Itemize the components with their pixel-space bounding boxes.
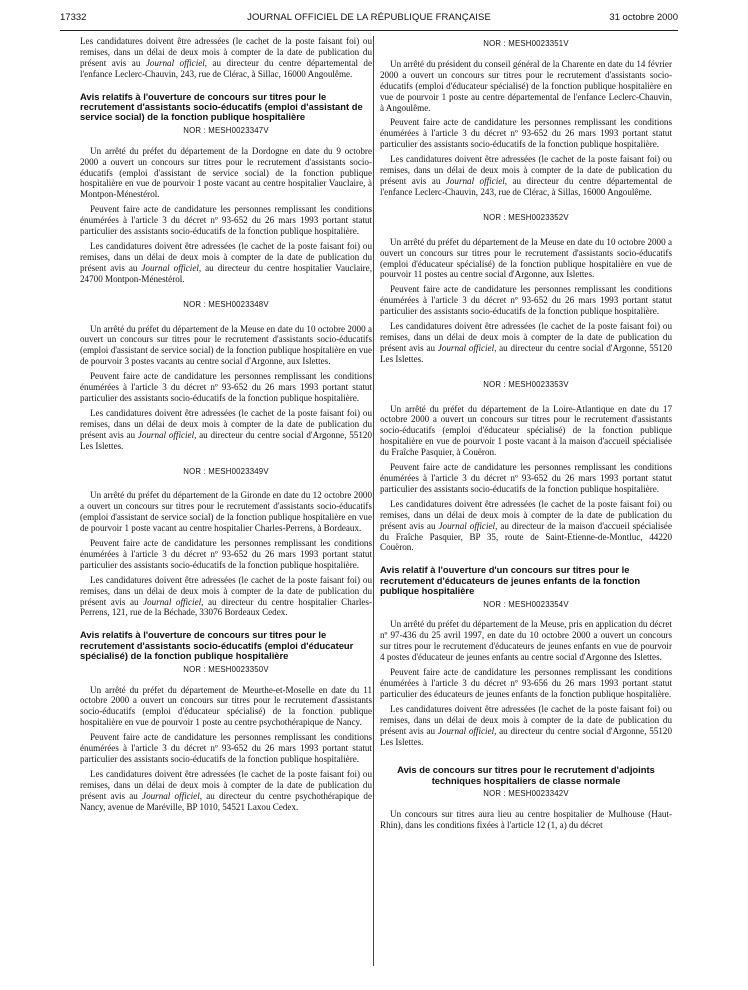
paragraph: Les candidatures doivent être adressées (le cachet de la poste faisant foi) ou remises, dans un délai de deux mois à compter de la date de publication du présent avis au Journal officiel, au directeur du centre départemental de l'enfance Leclerc-Chauvin, 243, rue de Clérac, à Sillac, 16000 Angoulême. (80, 36, 372, 79)
paragraph: Un arrêté du préfet du département de la Meuse en date du 10 octobre 2000 a ouvert un concours sur titres pour le recrutement d'assistants socio-éducatifs (emploi d'assistant de service social) de la fonction publique hospitalière en vue de pourvoir 3 postes vacants au centre social d'Argonne, aux Islettes. (80, 323, 372, 367)
column-separator (373, 36, 374, 966)
paragraph: Un arrêté du préfet du département de Meurthe-et-Moselle en date du 11 octobre 2000 a ouvert un concours sur titres pour le recrutement d'assistants socio-éducatifs (emploi d'éducateur spécialisé) de la fonction publique hospitalière en vue de pourvoir 1 poste au centre psychothérapique de Nancy. (80, 684, 372, 728)
journal-officiel-italic: Journal officiel (145, 57, 205, 68)
paragraph: Peuvent faire acte de candidature les personnes remplissant les conditions énumérées à l'article 3 du décret nº 93-652 du 26 mars 1993 portant statut particulier des assistants socio-éducatifs de la fonction publique hospitalière. (380, 462, 672, 494)
page-header (60, 12, 678, 28)
paragraph: Peuvent faire acte de candidature les personnes remplissant les conditions énumérées à l'article 3 du décret nº 93-652 du 26 mars 1993 portant statut particulier des assistants socio-éducatifs de la fonction publique hospitalière. (80, 732, 372, 764)
paragraph: Peuvent faire acte de candidature les personnes remplissant les conditions énumérées à l'article 3 du décret nº 93-652 du 26 mars 1993 portant statut particulier des assistants socio-éducatifs de la fonction publique hospitalière. (80, 204, 372, 237)
paragraph: Peuvent faire acte de candidature les personnes remplissant les conditions énumérées à l'article 3 du décret nº 93-656 du 26 mars 1993 portant statut particulier des éducateurs de jeunes enfants de la fonction publique hospitalière. (380, 667, 672, 699)
nor-reference: NOR : MESH0023349V (183, 466, 269, 476)
journal-officiel-italic: Journal officiel (143, 596, 202, 607)
issue-date: 31 octobre 2000 (609, 12, 678, 23)
paragraph: Un arrêté du préfet du département de la Loire-Atlantique en date du 17 octobre 2000 a ouvert un concours sur titres pour le recrutement d'assistants socio-éducatifs (emploi d'éducateur spécialisé) de la fonction publique hospitalière en vue de pourvoir 1 poste vacant à la maison d'accueil spécialisée du Fraîche Pasquier, à Couëron. (380, 403, 672, 458)
journal-officiel-italic: Journal officiel (142, 790, 200, 801)
paragraph: Un arrêté du président du conseil général de la Charente en date du 14 février 2000 a ouvert un concours sur titres pour le recrutement d'assistants socio-éducatifs (emploi d'éducateur spécialisé) de la fonction publique hospitalière en vue de pourvoir 1 poste au centre départemental de l'enfance Leclerc-Chauvin, à Angoulême. (380, 58, 672, 113)
right-column (380, 36, 672, 835)
paragraph: Les candidatures doivent être adressées (le cachet de la poste faisant foi) ou remises, dans un délai de deux mois à compter de la date de publication du présent avis au Journal officiel, au directeur de la maison d'accueil spécialisée du Fraîche Pasquier, BP 35, route de Saint-Etienne-de-Montluc, 44220 Couëron. (380, 498, 672, 553)
paragraph: Les candidatures doivent être adressées (le cachet de la poste faisant foi) ou remises, dans un délai de deux mois à compter de la date de publication du présent avis au Journal officiel, au directeur du centre hospitalier Charles-Perrens, 121, rue de la Béchade, 33076 Bordeaux Cedex. (80, 574, 372, 618)
nor-reference: NOR : MESH0023342V (483, 789, 569, 799)
left-column (80, 36, 372, 816)
page-number: 17332 (60, 12, 87, 23)
nor-reference: NOR : MESH0023350V (183, 664, 269, 674)
paragraph: Les candidatures doivent être adressées (le cachet de la poste faisant foi) ou remises, dans un délai de deux mois à compter de la date de publication du présent avis au Journal officiel, au directeur du centre social d'Argonne, 55120 Les Islettes. (80, 407, 372, 451)
journal-officiel-italic: Journal officiel (437, 725, 495, 736)
paragraph: Un arrêté du préfet du département de la Meuse en date du 10 octobre 2000 a ouvert un concours sur titres pour le recrutement d'assistants socio-éducatifs (emploi d'éducateur spécialisé) de la fonction publique hospitalière en vue de pourvoir 11 postes au centre social d'Argonne, aux Islettes. (380, 236, 672, 280)
journal-officiel-italic: Journal officiel (438, 520, 496, 531)
nor-reference: NOR : MESH0023351V (483, 39, 569, 48)
paragraph: Un concours sur titres aura lieu au centre hospitalier de Mulhouse (Haut-Rhin), dans les conditions fixées à l'article 12 (1, a) du décret (380, 809, 672, 831)
section-heading: Avis relatifs à l'ouverture de concours sur titres pour le recrutement d'assistants socio-éducatifs (emploi d'assistant de service social) de la fonction publique hospitalière (80, 90, 363, 123)
nor-reference: NOR : MESH0023352V (483, 212, 569, 222)
paragraph: Les candidatures doivent être adressées (le cachet de la poste faisant foi) ou remises, dans un délai de deux mois à compter de la date de publication du présent avis au Journal officiel, au directeur du centre départemental de l'enfance Leclerc-Chauvin, 243, rue de Clérac, à Sillas, 16000 Angoulême. (380, 154, 672, 197)
paragraph: Peuvent faire acte de candidature les personnes remplissant les conditions énumérées à l'article 3 du décret nº 93-652 du 26 mars 1993 portant statut particulier des assistants socio-éducatifs de la fonction publique hospitalière. (380, 284, 672, 317)
section-heading: Avis de concours sur titres pour le recrutement d'adjoints techniques hospitaliers de classe normale (397, 764, 655, 786)
journal-officiel-italic: Journal officiel (437, 342, 495, 353)
paragraph: Un arrêté du préfet du département de la Gironde en date du 12 octobre 2000 a ouvert un concours sur titres pour le recrutement d'assistants socio-éducatifs (emploi d'assistant de service social) de la fonction publique hospitalière en vue de pourvoir 1 poste vacant au centre hospitalier Charles-Perrens, à Bordeaux. (80, 490, 372, 534)
section-heading: Avis relatifs à l'ouverture de concours sur titres pour le recrutement d'assistants socio-éducatifs (emploi d'éducateur spécialisé) de la fonction publique hospitalière (80, 629, 354, 662)
nor-reference: NOR : MESH0023353V (483, 379, 569, 389)
journal-officiel-italic: Journal officiel (137, 429, 195, 440)
journal-officiel-italic: Journal officiel (445, 175, 505, 186)
paragraph: Peuvent faire acte de candidature les personnes remplissant les conditions énumérées à l'article 3 du décret nº 93-652 du 26 mars 1993 portant statut particulier des assistants socio-éducatifs de la fonction publique hospitalière. (80, 538, 372, 570)
header-rule (60, 30, 678, 31)
nor-reference: NOR : MESH0023354V (483, 599, 569, 609)
section-heading: Avis relatif à l'ouverture d'un concours sur titres pour le recrutement d'éducateurs de jeunes enfants de la fonction publique hospitalière (380, 564, 641, 597)
paragraph: Un arrêté du préfet du département de la Meuse, pris en application du décret nº 97-436 du 25 avril 1997, en date du 10 octobre 2000 a ouvert un concours sur titres pour le recrutement d'éducateurs de jeunes enfants en vue de pourvoir 4 postes d'éducateur de jeunes enfants au centre social d'Argonne des Islettes. (380, 619, 672, 663)
paragraph: Les candidatures doivent être adressées (le cachet de la poste faisant foi) ou remises, dans un délai de deux mois à compter de la date de publication du présent avis au Journal officiel, au directeur du centre psychothérapique de Nancy, avenue de Maréville, BP 1010, 54521 Laxou Cedex. (80, 768, 372, 812)
journal-title: JOURNAL OFFICIEL DE LA RÉPUBLIQUE FRANÇAISE (247, 12, 491, 23)
nor-reference: NOR : MESH0023347V (183, 125, 269, 135)
paragraph: Les candidatures doivent être adressées (le cachet de la poste faisant foi) ou remises, dans un délai de deux mois à compter de la date de publication du présent avis au Journal officiel, au directeur du centre hospitalier Vauclaire, 24700 Montpon-Ménestérol. (80, 241, 372, 284)
paragraph: Peuvent faire acte de candidature les personnes remplissant les conditions énumérées à l'article 3 du décret nº 93-652 du 26 mars 1993 portant statut particulier des assistants socio-éducatifs de la fonction publique hospitalière. (80, 371, 372, 403)
paragraph: Les candidatures doivent être adressées (le cachet de la poste faisant foi) ou remises, dans un délai de deux mois à compter de la date de publication du présent avis au Journal officiel, au directeur du centre social d'Argonne, 55120 Les Islettes. (380, 321, 672, 364)
journal-officiel-italic: Journal officiel (141, 262, 199, 273)
paragraph: Les candidatures doivent être adressées (le cachet de la poste faisant foi) ou remises, dans un délai de deux mois à compter de la date de publication du présent avis au Journal officiel, au directeur du centre social d'Argonne, 55120 Les Islettes. (380, 703, 672, 747)
nor-reference: NOR : MESH0023348V (183, 299, 269, 309)
paragraph: Peuvent faire acte de candidature les personnes remplissant les conditions énumérées à l'article 3 du décret nº 93-652 du 26 mars 1993 portant statut particulier des assistants socio-éducatifs de la fonction publique hospitalière. (380, 117, 672, 150)
paragraph: Un arrêté du préfet du département de la Dordogne en date du 9 octobre 2000 a ouvert un concours sur titres pour le recrutement d'assistants socio-éducatifs (emploi d'assistant de service social) de la fonction publique hospitalière en vue de pourvoir 1 poste vacant au centre hospitalier Vauclaire, à Montpon-Ménestérol. (80, 145, 372, 200)
